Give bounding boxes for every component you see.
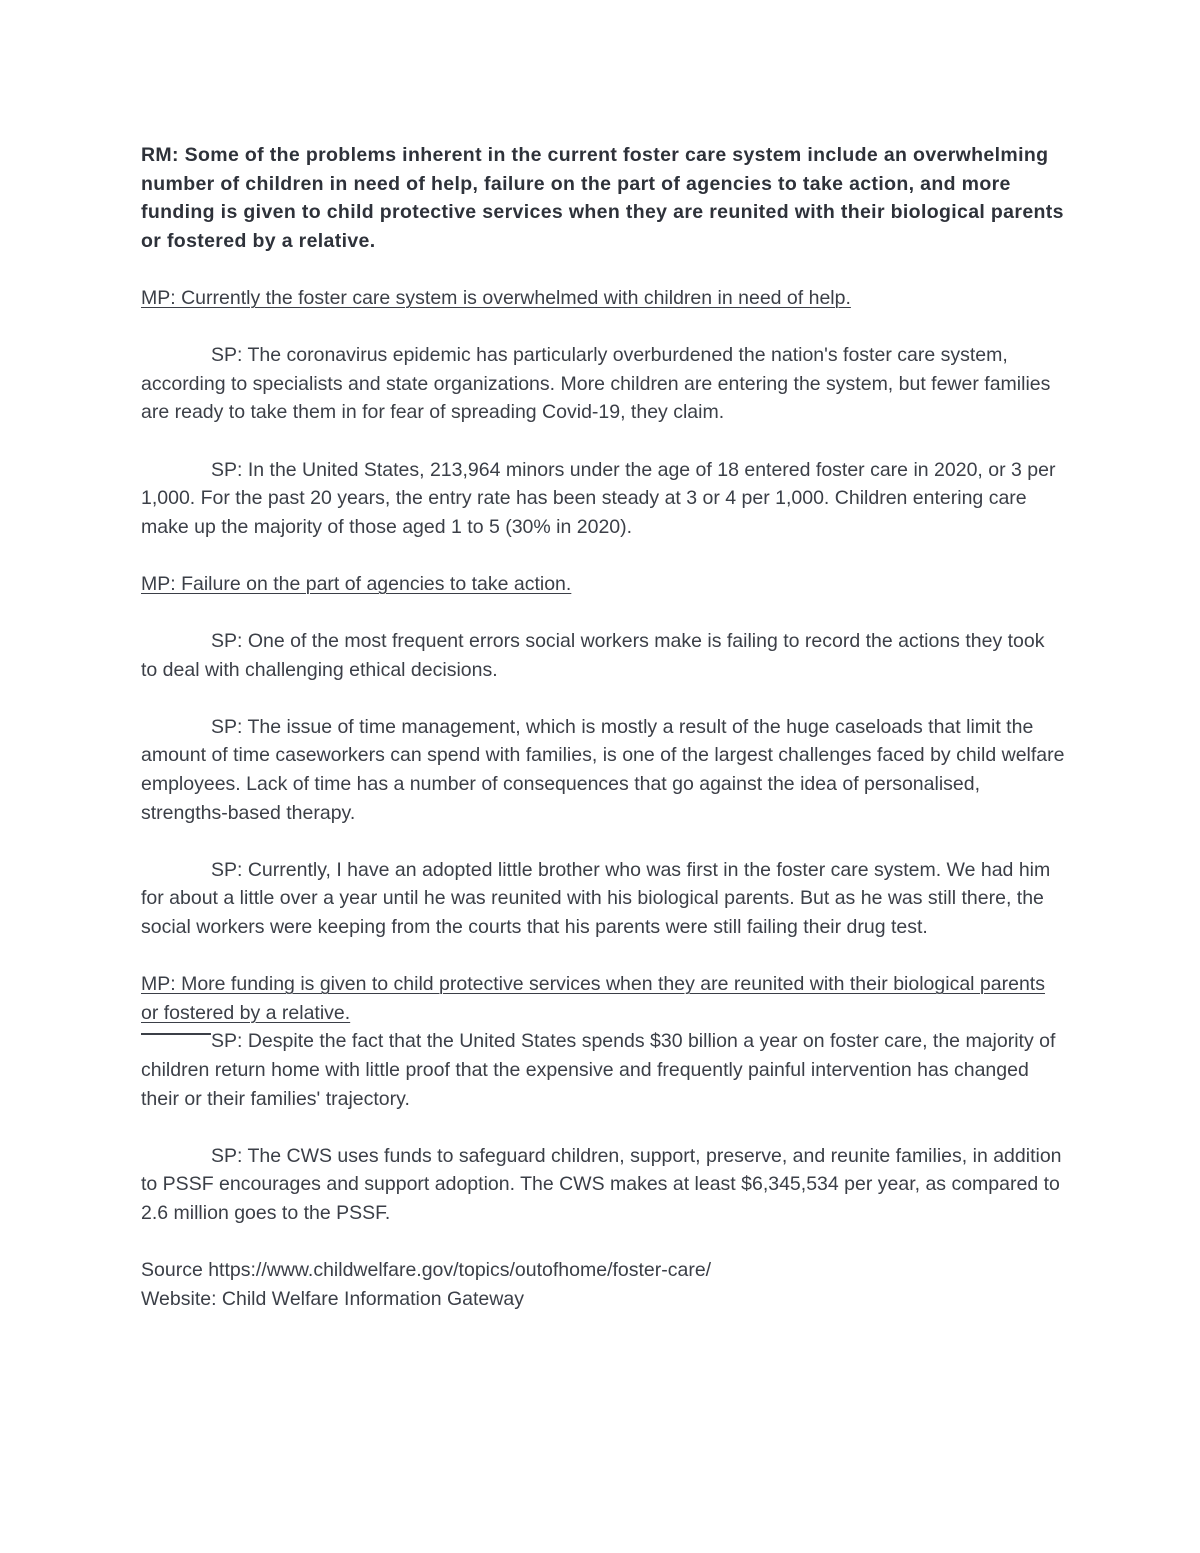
sub-point-3-2: SP: The CWS uses funds to safeguard children, support, preserve, and reunite families, in addition to PSSF encourages and support adoption. The CWS makes at least $6,345,534 per year, as compared to 2.6 million goes to the PSSF. [141, 1144, 1062, 1224]
source-website: Website: Child Welfare Information Gateway [141, 1287, 524, 1310]
sub-point-2-3: SP: Currently, I have an adopted little brother who was first in the foster care system. We had him for about a little over a year until he was reunited with his biological parents. But as he was still there, the social workers were keeping from the courts that his parents were still failing their drug test. [141, 858, 1051, 939]
sub-point-1-1: SP: The coronavirus epidemic has particularly overburdened the nation's foster care system, according to specialists and state organizations. More children are entering the system, but fewer families are ready to take them in for fear of spreading Covid-19, they claim. [141, 344, 1051, 424]
main-point-2: MP: Failure on the part of agencies to take action. [141, 572, 572, 595]
sub-point-2-2: SP: The issue of time management, which is mostly a result of the huge caseloads that limit the amount of time caseworkers can spend with families, is one of the largest challenges faced by child welfare employees. Lack of time has a number of consequences that go against the idea of personalised, strengths-based therapy. [141, 715, 1065, 824]
research-main-point: RM: Some of the problems inherent in the current foster care system include an overwhelming number of children in need of help, failure on the part of agencies to take action, and more funding is given to child protective services when they are reunited with their biological parents or fostered by a relative. [141, 144, 1064, 252]
source-citation: Source https://www.childwelfare.gov/topics/outofhome/foster-care/ [141, 1259, 712, 1282]
main-point-1: MP: Currently the foster care system is overwhelmed with children in need of help. [141, 286, 851, 309]
sub-point-3-1: SP: Despite the fact that the United States spends $30 billion a year on foster care, the majority of children return home with little proof that the expensive and frequently painful intervention has changed their or their families' trajectory. [141, 1030, 1056, 1110]
sub-point-2-1: SP: One of the most frequent errors social workers make is failing to record the actions they took to deal with challenging ethical decisions. [141, 630, 1045, 681]
main-point-3: MP: More funding is given to child protective services when they are reunited with their biological parents or fostered by a relative. [141, 973, 1045, 1024]
document-page [141, 141, 1066, 1313]
sub-point-1-2: SP: In the United States, 213,964 minors under the age of 18 entered foster care in 2020, or 3 per 1,000. For the past 20 years, the entry rate has been steady at 3 or 4 per 1,000. Children entering care make up the majority of those aged 1 to 5 (30% in 2020). [141, 458, 1056, 538]
